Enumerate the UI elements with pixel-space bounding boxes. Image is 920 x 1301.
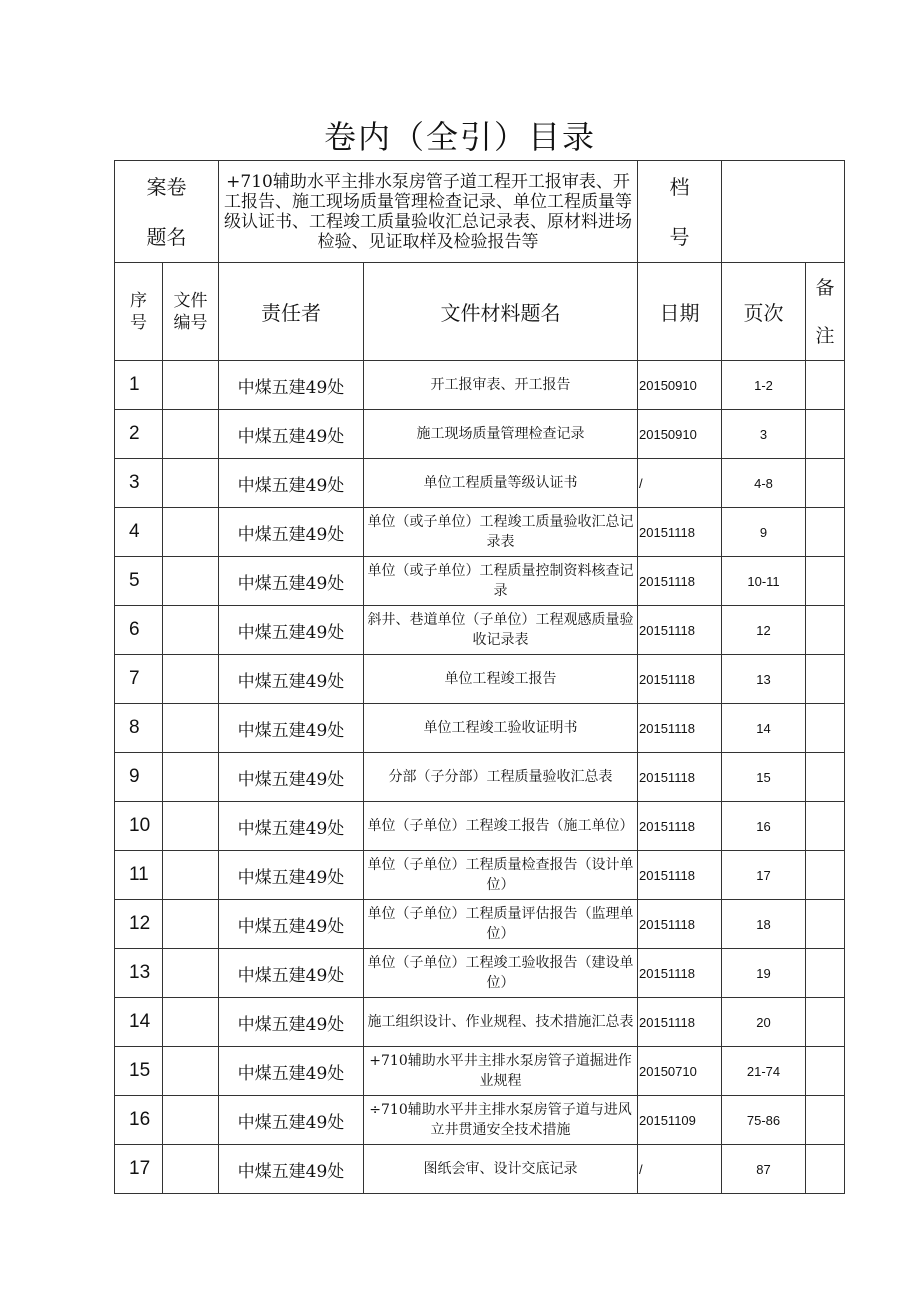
col-date-header: 日期 bbox=[638, 263, 722, 361]
case-label-line1: 案卷 bbox=[146, 174, 187, 199]
row-doc-title: +710辅助水平井主排水泵房管子道掘进作业规程 bbox=[364, 1047, 638, 1096]
row-date: 20151118 bbox=[638, 998, 722, 1047]
row-file-no bbox=[163, 606, 219, 655]
row-doc-title: 斜井、巷道单位（子单位）工程观感质量验收记录表 bbox=[364, 606, 638, 655]
row-file-no bbox=[163, 900, 219, 949]
row-doc-title: 单位工程竣工验收证明书 bbox=[364, 704, 638, 753]
row-pages: 1-2 bbox=[722, 361, 806, 410]
row-pages: 12 bbox=[722, 606, 806, 655]
row-date: / bbox=[638, 1145, 722, 1194]
row-pages: 3 bbox=[722, 410, 806, 459]
col-note-header bbox=[806, 263, 845, 361]
row-file-no bbox=[163, 557, 219, 606]
table-row bbox=[115, 1096, 845, 1145]
table-row bbox=[115, 557, 845, 606]
table-row bbox=[115, 802, 845, 851]
archive-label-line1: 档 bbox=[669, 174, 690, 199]
row-seq: 15 bbox=[115, 1047, 163, 1096]
row-pages: 13 bbox=[722, 655, 806, 704]
row-note bbox=[806, 998, 845, 1047]
row-seq: 3 bbox=[115, 459, 163, 508]
table-row bbox=[115, 1145, 845, 1194]
row-date: 20151118 bbox=[638, 606, 722, 655]
row-seq: 10 bbox=[115, 802, 163, 851]
row-date: 20151118 bbox=[638, 851, 722, 900]
table-row bbox=[115, 410, 845, 459]
col-file-no-line2: 编号 bbox=[173, 312, 208, 333]
row-date: 20150710 bbox=[638, 1047, 722, 1096]
row-pages: 15 bbox=[722, 753, 806, 802]
table-row bbox=[115, 508, 845, 557]
table-row bbox=[115, 900, 845, 949]
row-note bbox=[806, 704, 845, 753]
archive-label-line2: 号 bbox=[669, 224, 690, 249]
row-note bbox=[806, 508, 845, 557]
row-seq: 5 bbox=[115, 557, 163, 606]
row-doc-title: 施工组织设计、作业规程、技术措施汇总表 bbox=[364, 998, 638, 1047]
row-seq: 1 bbox=[115, 361, 163, 410]
page-title: 卷内（全引）目录 bbox=[323, 118, 596, 156]
table-row bbox=[115, 361, 845, 410]
row-file-no bbox=[163, 802, 219, 851]
col-file-no-line1: 文件 bbox=[173, 290, 208, 311]
col-pages-header: 页次 bbox=[722, 263, 806, 361]
catalog-rows bbox=[115, 361, 845, 1194]
row-date: 20151118 bbox=[638, 655, 722, 704]
row-responsible: 中煤五建49处 bbox=[219, 1145, 364, 1194]
row-pages: 21-74 bbox=[722, 1047, 806, 1096]
row-doc-title: 施工现场质量管理检查记录 bbox=[364, 410, 638, 459]
row-responsible: 中煤五建49处 bbox=[219, 851, 364, 900]
table-row bbox=[115, 459, 845, 508]
row-file-no bbox=[163, 508, 219, 557]
row-seq: 2 bbox=[115, 410, 163, 459]
col-seq-line2: 号 bbox=[130, 312, 147, 333]
row-doc-title: 单位（子单位）工程质量检查报告（设计单位） bbox=[364, 851, 638, 900]
row-note bbox=[806, 606, 845, 655]
col-seq-header bbox=[115, 263, 163, 361]
row-seq: 4 bbox=[115, 508, 163, 557]
row-file-no bbox=[163, 459, 219, 508]
col-doc-title-header: 文件材料题名 bbox=[364, 263, 638, 361]
row-doc-title: 开工报审表、开工报告 bbox=[364, 361, 638, 410]
row-date: 20151118 bbox=[638, 900, 722, 949]
row-note bbox=[806, 802, 845, 851]
header-row-case bbox=[115, 161, 845, 263]
case-title-label bbox=[115, 161, 219, 263]
row-note bbox=[806, 1096, 845, 1145]
col-seq-line1: 序 bbox=[130, 290, 147, 311]
row-note bbox=[806, 655, 845, 704]
row-doc-title: 单位工程质量等级认证书 bbox=[364, 459, 638, 508]
row-seq: 11 bbox=[115, 851, 163, 900]
row-doc-title: 图纸会审、设计交底记录 bbox=[364, 1145, 638, 1194]
row-pages: 10-11 bbox=[722, 557, 806, 606]
row-note bbox=[806, 557, 845, 606]
row-seq: 8 bbox=[115, 704, 163, 753]
row-doc-title: 分部（子分部）工程质量验收汇总表 bbox=[364, 753, 638, 802]
row-doc-title: 单位工程竣工报告 bbox=[364, 655, 638, 704]
row-date: 20151118 bbox=[638, 704, 722, 753]
row-responsible: 中煤五建49处 bbox=[219, 753, 364, 802]
row-date: 20151118 bbox=[638, 557, 722, 606]
table-row bbox=[115, 606, 845, 655]
row-file-no bbox=[163, 1145, 219, 1194]
col-note-line1: 备 bbox=[815, 276, 835, 299]
row-doc-title: 单位（子单位）工程竣工验收报告（建设单位） bbox=[364, 949, 638, 998]
row-file-no bbox=[163, 361, 219, 410]
row-responsible: 中煤五建49处 bbox=[219, 606, 364, 655]
row-note bbox=[806, 851, 845, 900]
archive-no-value bbox=[722, 161, 845, 263]
row-file-no bbox=[163, 704, 219, 753]
col-note-line2: 注 bbox=[815, 324, 835, 347]
row-date: 20151109 bbox=[638, 1096, 722, 1145]
archive-no-label bbox=[638, 161, 722, 263]
column-header-row bbox=[115, 263, 845, 361]
row-file-no bbox=[163, 851, 219, 900]
row-seq: 7 bbox=[115, 655, 163, 704]
row-responsible: 中煤五建49处 bbox=[219, 1047, 364, 1096]
row-pages: 9 bbox=[722, 508, 806, 557]
table-row bbox=[115, 704, 845, 753]
row-pages: 87 bbox=[722, 1145, 806, 1194]
col-responsible-header: 责任者 bbox=[219, 263, 364, 361]
row-responsible: 中煤五建49处 bbox=[219, 655, 364, 704]
row-responsible: 中煤五建49处 bbox=[219, 802, 364, 851]
row-seq: 6 bbox=[115, 606, 163, 655]
case-title-value: +710辅助水平主排水泵房管子道工程开工报审表、开工报告、施工现场质量管理检查记录、单位工程质量等级认证书、工程竣工质量验收汇总记录表、原材料进场检验、见证取样及检验报告等 bbox=[219, 161, 638, 263]
row-seq: 17 bbox=[115, 1145, 163, 1194]
row-responsible: 中煤五建49处 bbox=[219, 998, 364, 1047]
row-note bbox=[806, 753, 845, 802]
row-doc-title: 单位（或子单位）工程竣工质量验收汇总记录表 bbox=[364, 508, 638, 557]
row-pages: 18 bbox=[722, 900, 806, 949]
row-pages: 17 bbox=[722, 851, 806, 900]
row-pages: 16 bbox=[722, 802, 806, 851]
row-file-no bbox=[163, 998, 219, 1047]
row-date: 20151118 bbox=[638, 753, 722, 802]
row-seq: 16 bbox=[115, 1096, 163, 1145]
row-responsible: 中煤五建49处 bbox=[219, 459, 364, 508]
row-file-no bbox=[163, 753, 219, 802]
row-note bbox=[806, 1145, 845, 1194]
row-file-no bbox=[163, 655, 219, 704]
table-row bbox=[115, 998, 845, 1047]
row-pages: 20 bbox=[722, 998, 806, 1047]
table-row bbox=[115, 1047, 845, 1096]
catalog-table bbox=[114, 160, 845, 1194]
row-note bbox=[806, 1047, 845, 1096]
row-date: 20150910 bbox=[638, 361, 722, 410]
table-row bbox=[115, 753, 845, 802]
row-doc-title: 单位（子单位）工程质量评估报告（监理单位） bbox=[364, 900, 638, 949]
row-note bbox=[806, 361, 845, 410]
row-file-no bbox=[163, 1096, 219, 1145]
row-doc-title: ÷710辅助水平井主排水泵房管子道与进风立井贯通安全技术措施 bbox=[364, 1096, 638, 1145]
row-doc-title: 单位（子单位）工程竣工报告（施工单位） bbox=[364, 802, 638, 851]
row-doc-title: 单位（或子单位）工程质量控制资料核查记录 bbox=[364, 557, 638, 606]
row-responsible: 中煤五建49处 bbox=[219, 704, 364, 753]
row-date: 20151118 bbox=[638, 508, 722, 557]
row-responsible: 中煤五建49处 bbox=[219, 1096, 364, 1145]
row-seq: 9 bbox=[115, 753, 163, 802]
case-label-line2: 题名 bbox=[146, 224, 187, 249]
row-pages: 75-86 bbox=[722, 1096, 806, 1145]
row-note bbox=[806, 900, 845, 949]
row-file-no bbox=[163, 1047, 219, 1096]
row-responsible: 中煤五建49处 bbox=[219, 557, 364, 606]
row-note bbox=[806, 459, 845, 508]
row-responsible: 中煤五建49处 bbox=[219, 900, 364, 949]
row-responsible: 中煤五建49处 bbox=[219, 508, 364, 557]
row-note bbox=[806, 949, 845, 998]
row-date: 20151118 bbox=[638, 802, 722, 851]
row-file-no bbox=[163, 410, 219, 459]
row-date: 20150910 bbox=[638, 410, 722, 459]
row-note bbox=[806, 410, 845, 459]
row-responsible: 中煤五建49处 bbox=[219, 949, 364, 998]
row-seq: 12 bbox=[115, 900, 163, 949]
col-file-no-header bbox=[163, 263, 219, 361]
row-seq: 14 bbox=[115, 998, 163, 1047]
row-date: / bbox=[638, 459, 722, 508]
row-pages: 19 bbox=[722, 949, 806, 998]
row-responsible: 中煤五建49处 bbox=[219, 410, 364, 459]
row-pages: 14 bbox=[722, 704, 806, 753]
table-row bbox=[115, 655, 845, 704]
row-responsible: 中煤五建49处 bbox=[219, 361, 364, 410]
row-file-no bbox=[163, 949, 219, 998]
row-date: 20151118 bbox=[638, 949, 722, 998]
table-row bbox=[115, 949, 845, 998]
row-pages: 4-8 bbox=[722, 459, 806, 508]
table-row bbox=[115, 851, 845, 900]
row-seq: 13 bbox=[115, 949, 163, 998]
